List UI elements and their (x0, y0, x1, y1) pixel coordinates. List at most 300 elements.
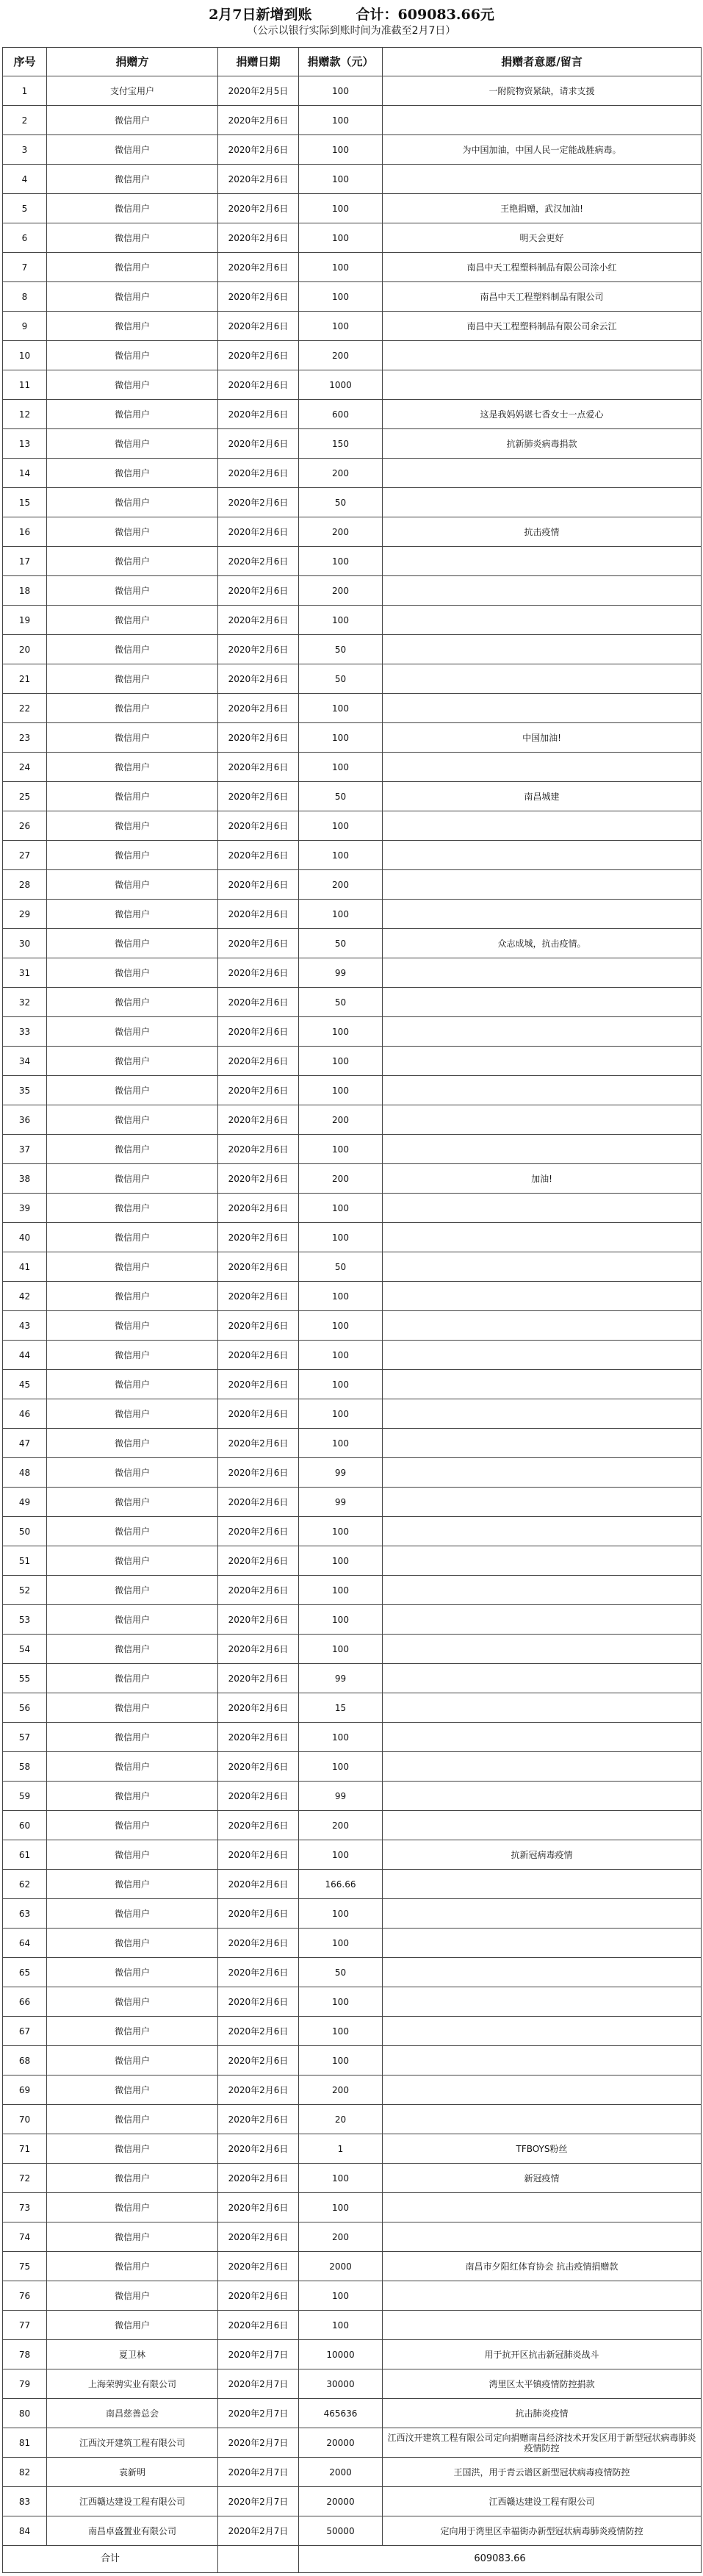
table-row (3, 2487, 702, 2516)
donation-date: 2020年2月6日 (218, 1164, 299, 1194)
row-index: 7 (3, 253, 47, 282)
donor-message (383, 1782, 702, 1811)
row-index: 72 (3, 2164, 47, 2193)
row-index: 67 (3, 2017, 47, 2046)
donor-name: 微信用户 (47, 2046, 218, 2075)
donation-date: 2020年2月6日 (218, 1840, 299, 1870)
donation-date: 2020年2月6日 (218, 1693, 299, 1723)
donor-message: TFBOYS粉丝 (383, 2134, 702, 2164)
donor-name: 微信用户 (47, 517, 218, 547)
column-header-donor: 捐赠方 (47, 48, 218, 76)
table-row (3, 459, 702, 488)
row-index: 32 (3, 988, 47, 1017)
donor-message (383, 1282, 702, 1311)
donation-amount: 100 (299, 1135, 383, 1164)
row-index: 61 (3, 1840, 47, 1870)
donor-message (383, 2311, 702, 2340)
donation-amount: 200 (299, 870, 383, 900)
donor-name: 微信用户 (47, 606, 218, 635)
donor-message (383, 694, 702, 723)
donation-date: 2020年2月6日 (218, 576, 299, 606)
row-index: 43 (3, 1311, 47, 1341)
table-row (3, 1899, 702, 1929)
donation-amount: 200 (299, 1105, 383, 1135)
donor-message: 湾里区太平镇疫情防控捐款 (383, 2369, 702, 2399)
row-index: 27 (3, 841, 47, 870)
row-index: 40 (3, 1223, 47, 1252)
header (0, 0, 703, 43)
donation-amount: 100 (299, 1576, 383, 1605)
row-index: 12 (3, 400, 47, 429)
column-header-amount: 捐赠款（元） (299, 48, 383, 76)
table-row (3, 2340, 702, 2369)
donor-name: 微信用户 (47, 1429, 218, 1458)
row-index: 11 (3, 370, 47, 400)
donation-amount: 20000 (299, 2487, 383, 2516)
donation-amount: 100 (299, 1605, 383, 1635)
donor-name: 微信用户 (47, 370, 218, 400)
donor-name: 微信用户 (47, 2164, 218, 2193)
donation-date: 2020年2月7日 (218, 2458, 299, 2487)
donation-amount: 100 (299, 694, 383, 723)
donor-message (383, 1723, 702, 1752)
donation-date: 2020年2月6日 (218, 635, 299, 664)
table-row (3, 547, 702, 576)
donor-name: 江西汶开建筑工程有限公司 (47, 2428, 218, 2458)
table-row (3, 1017, 702, 1047)
donor-message (383, 1929, 702, 1958)
donation-amount: 200 (299, 2222, 383, 2252)
table-row (3, 1047, 702, 1076)
donation-amount: 100 (299, 2046, 383, 2075)
donation-date: 2020年2月6日 (218, 1017, 299, 1047)
donation-amount: 200 (299, 1164, 383, 1194)
donation-amount: 100 (299, 2017, 383, 2046)
donation-amount: 200 (299, 1811, 383, 1840)
column-header-index: 序号 (3, 48, 47, 76)
donation-date: 2020年2月6日 (218, 841, 299, 870)
donation-date: 2020年2月6日 (218, 606, 299, 635)
donation-amount: 100 (299, 1840, 383, 1870)
donation-date: 2020年2月6日 (218, 1282, 299, 1311)
donor-name: 微信用户 (47, 2193, 218, 2222)
table-row (3, 1840, 702, 1870)
donor-name: 微信用户 (47, 135, 218, 165)
donation-date: 2020年2月7日 (218, 2369, 299, 2399)
donor-name: 微信用户 (47, 1135, 218, 1164)
donation-amount: 200 (299, 459, 383, 488)
column-header-date: 捐赠日期 (218, 48, 299, 76)
donor-name: 微信用户 (47, 1929, 218, 1958)
column-header-message: 捐赠者意愿/留言 (383, 48, 702, 76)
donation-amount: 100 (299, 1752, 383, 1782)
donor-name: 微信用户 (47, 870, 218, 900)
table-row (3, 488, 702, 517)
table-row (3, 429, 702, 459)
row-index: 37 (3, 1135, 47, 1164)
row-index: 20 (3, 635, 47, 664)
donor-name: 微信用户 (47, 165, 218, 194)
donor-message: 众志成城，抗击疫情。 (383, 929, 702, 958)
donation-date: 2020年2月6日 (218, 1635, 299, 1664)
table-row (3, 1635, 702, 1664)
donation-amount: 100 (299, 1517, 383, 1546)
donation-date: 2020年2月6日 (218, 2017, 299, 2046)
donor-name: 微信用户 (47, 811, 218, 841)
donation-date: 2020年2月6日 (218, 459, 299, 488)
donor-name: 袁新明 (47, 2458, 218, 2487)
row-index: 15 (3, 488, 47, 517)
donor-message (383, 2017, 702, 2046)
donation-date: 2020年2月6日 (218, 2046, 299, 2075)
total-value: 609083.66 (299, 2546, 702, 2573)
donation-amount: 50000 (299, 2516, 383, 2546)
donation-date: 2020年2月5日 (218, 76, 299, 106)
row-index: 6 (3, 223, 47, 253)
donor-name: 微信用户 (47, 1341, 218, 1370)
donation-date: 2020年2月6日 (218, 370, 299, 400)
donation-table (2, 47, 702, 2573)
row-index: 74 (3, 2222, 47, 2252)
table-row (3, 1135, 702, 1164)
table-row (3, 2017, 702, 2046)
donation-amount: 99 (299, 1458, 383, 1488)
donor-message: 加油! (383, 1164, 702, 1194)
donor-message (383, 1429, 702, 1458)
donation-date: 2020年2月6日 (218, 165, 299, 194)
table-row (3, 1488, 702, 1517)
donation-amount: 100 (299, 841, 383, 870)
row-index: 33 (3, 1017, 47, 1047)
row-index: 68 (3, 2046, 47, 2075)
donation-amount: 99 (299, 1782, 383, 1811)
row-index: 78 (3, 2340, 47, 2369)
row-index: 52 (3, 1576, 47, 1605)
donor-message (383, 1987, 702, 2017)
table-row (3, 106, 702, 135)
donor-message (383, 841, 702, 870)
donation-amount: 50 (299, 988, 383, 1017)
row-index: 80 (3, 2399, 47, 2428)
row-index: 22 (3, 694, 47, 723)
donation-amount: 50 (299, 664, 383, 694)
donor-message (383, 2105, 702, 2134)
donation-amount: 50 (299, 635, 383, 664)
donor-message (383, 606, 702, 635)
donation-date: 2020年2月6日 (218, 2311, 299, 2340)
row-index: 66 (3, 1987, 47, 2017)
donor-message (383, 2222, 702, 2252)
donor-name: 微信用户 (47, 2134, 218, 2164)
donor-name: 微信用户 (47, 1811, 218, 1840)
donation-amount: 100 (299, 811, 383, 841)
row-index: 44 (3, 1341, 47, 1370)
row-index: 58 (3, 1752, 47, 1782)
donation-date: 2020年2月6日 (218, 2075, 299, 2105)
row-index: 48 (3, 1458, 47, 1488)
donation-date: 2020年2月6日 (218, 282, 299, 312)
donor-name: 微信用户 (47, 1017, 218, 1047)
donation-date: 2020年2月6日 (218, 1135, 299, 1164)
row-index: 26 (3, 811, 47, 841)
donation-amount: 200 (299, 517, 383, 547)
donation-amount: 20 (299, 2105, 383, 2134)
table-row (3, 1811, 702, 1840)
donation-date: 2020年2月6日 (218, 1076, 299, 1105)
donor-name: 微信用户 (47, 488, 218, 517)
donation-amount: 100 (299, 76, 383, 106)
table-row (3, 606, 702, 635)
donor-name: 微信用户 (47, 429, 218, 459)
row-index: 36 (3, 1105, 47, 1135)
donation-amount: 100 (299, 1899, 383, 1929)
donor-message (383, 2281, 702, 2311)
table-row (3, 1105, 702, 1135)
donor-message (383, 1635, 702, 1664)
donor-name: 微信用户 (47, 1105, 218, 1135)
donor-name: 微信用户 (47, 1782, 218, 1811)
donation-date: 2020年2月6日 (218, 1311, 299, 1341)
table-row (3, 312, 702, 341)
row-index: 19 (3, 606, 47, 635)
donation-date: 2020年2月6日 (218, 988, 299, 1017)
donation-date: 2020年2月6日 (218, 929, 299, 958)
table-row (3, 1399, 702, 1429)
table-row (3, 694, 702, 723)
donor-message (383, 2046, 702, 2075)
table-row (3, 1370, 702, 1399)
donor-name: 微信用户 (47, 2222, 218, 2252)
row-index: 46 (3, 1399, 47, 1429)
table-row (3, 1693, 702, 1723)
donor-message (383, 1958, 702, 1987)
donor-name: 微信用户 (47, 1693, 218, 1723)
table-body (3, 76, 702, 2546)
donor-message (383, 1899, 702, 1929)
donation-date: 2020年2月6日 (218, 194, 299, 223)
donation-date: 2020年2月6日 (218, 400, 299, 429)
donor-name: 微信用户 (47, 1047, 218, 1076)
donor-name: 微信用户 (47, 1870, 218, 1899)
donation-date: 2020年2月7日 (218, 2340, 299, 2369)
donor-message (383, 1458, 702, 1488)
row-index: 70 (3, 2105, 47, 2134)
donor-name: 微信用户 (47, 282, 218, 312)
table-row (3, 282, 702, 312)
donation-amount: 150 (299, 429, 383, 459)
donation-amount: 50 (299, 1252, 383, 1282)
donation-amount: 100 (299, 1076, 383, 1105)
table-row (3, 223, 702, 253)
donor-message (383, 1693, 702, 1723)
table-row (3, 135, 702, 165)
donor-message (383, 664, 702, 694)
total-empty-cell (218, 2546, 299, 2573)
table-header-row (3, 48, 702, 76)
donation-date: 2020年2月6日 (218, 958, 299, 988)
donation-amount: 100 (299, 1282, 383, 1311)
donation-date: 2020年2月7日 (218, 2399, 299, 2428)
donor-name: 微信用户 (47, 400, 218, 429)
donation-date: 2020年2月6日 (218, 1664, 299, 1693)
donor-name: 南昌卓盛置业有限公司 (47, 2516, 218, 2546)
donor-message (383, 165, 702, 194)
row-index: 18 (3, 576, 47, 606)
donor-name: 微信用户 (47, 223, 218, 253)
donation-date: 2020年2月6日 (218, 1105, 299, 1135)
row-index: 16 (3, 517, 47, 547)
donor-name: 微信用户 (47, 1252, 218, 1282)
row-index: 64 (3, 1929, 47, 1958)
donation-date: 2020年2月6日 (218, 870, 299, 900)
table-row (3, 811, 702, 841)
donor-name: 微信用户 (47, 723, 218, 753)
table-row (3, 1576, 702, 1605)
donation-amount: 20000 (299, 2428, 383, 2458)
donation-date: 2020年2月6日 (218, 664, 299, 694)
donation-date: 2020年2月6日 (218, 106, 299, 135)
table-row (3, 929, 702, 958)
table-row (3, 165, 702, 194)
row-index: 50 (3, 1517, 47, 1546)
row-index: 56 (3, 1693, 47, 1723)
donor-name: 微信用户 (47, 312, 218, 341)
donor-name: 微信用户 (47, 106, 218, 135)
row-index: 3 (3, 135, 47, 165)
row-index: 53 (3, 1605, 47, 1635)
donor-message (383, 341, 702, 370)
table-row (3, 1429, 702, 1458)
row-index: 8 (3, 282, 47, 312)
table-row (3, 576, 702, 606)
donation-date: 2020年2月6日 (218, 2164, 299, 2193)
donor-message: 南昌中天工程塑料制品有限公司余云江 (383, 312, 702, 341)
table-row (3, 2516, 702, 2546)
donor-name: 微信用户 (47, 988, 218, 1017)
donor-name: 微信用户 (47, 1488, 218, 1517)
donation-amount: 465636 (299, 2399, 383, 2428)
donor-message (383, 2193, 702, 2222)
donor-message (383, 106, 702, 135)
donor-message (383, 576, 702, 606)
table-row (3, 2281, 702, 2311)
donation-date: 2020年2月7日 (218, 2428, 299, 2458)
row-index: 65 (3, 1958, 47, 1987)
donor-name: 微信用户 (47, 635, 218, 664)
donor-message (383, 1576, 702, 1605)
table-row (3, 1194, 702, 1223)
table-row (3, 517, 702, 547)
row-index: 73 (3, 2193, 47, 2222)
row-index: 83 (3, 2487, 47, 2516)
donation-date: 2020年2月6日 (218, 429, 299, 459)
donor-name: 微信用户 (47, 1723, 218, 1752)
donor-message (383, 1517, 702, 1546)
table-row (3, 635, 702, 664)
row-index: 13 (3, 429, 47, 459)
donation-date: 2020年2月6日 (218, 1870, 299, 1899)
donor-message (383, 1105, 702, 1135)
donor-message (383, 958, 702, 988)
table-row (3, 370, 702, 400)
table-row (3, 988, 702, 1017)
donation-amount: 1000 (299, 370, 383, 400)
table-row (3, 1782, 702, 1811)
row-index: 25 (3, 782, 47, 811)
donor-name: 微信用户 (47, 2311, 218, 2340)
donation-date: 2020年2月6日 (218, 2281, 299, 2311)
donor-message (383, 988, 702, 1017)
total-text: 合计：609083.66元 (356, 7, 494, 23)
donor-name: 微信用户 (47, 753, 218, 782)
donation-amount: 100 (299, 723, 383, 753)
donor-message (383, 1811, 702, 1840)
donor-message: 江西赣达建设工程有限公司 (383, 2487, 702, 2516)
donation-date: 2020年2月6日 (218, 1252, 299, 1282)
donation-amount: 200 (299, 341, 383, 370)
row-index: 54 (3, 1635, 47, 1664)
donor-message: 一附院物资紧缺，请求支援 (383, 76, 702, 106)
donation-date: 2020年2月6日 (218, 1370, 299, 1399)
row-index: 59 (3, 1782, 47, 1811)
donation-date: 2020年2月6日 (218, 253, 299, 282)
donor-name: 微信用户 (47, 1635, 218, 1664)
donation-date: 2020年2月6日 (218, 782, 299, 811)
donor-message (383, 1399, 702, 1429)
table-row (3, 1870, 702, 1899)
table-row (3, 194, 702, 223)
row-index: 69 (3, 2075, 47, 2105)
donation-amount: 600 (299, 400, 383, 429)
donation-amount: 200 (299, 2075, 383, 2105)
donation-date: 2020年2月6日 (218, 1987, 299, 2017)
donation-amount: 100 (299, 1370, 383, 1399)
donor-name: 微信用户 (47, 1458, 218, 1488)
donation-amount: 100 (299, 135, 383, 165)
donation-amount: 100 (299, 282, 383, 312)
donor-name: 微信用户 (47, 2017, 218, 2046)
donation-date: 2020年2月6日 (218, 1723, 299, 1752)
row-index: 76 (3, 2281, 47, 2311)
donation-date: 2020年2月6日 (218, 1517, 299, 1546)
row-index: 5 (3, 194, 47, 223)
donor-message: 南昌中天工程塑料制品有限公司 (383, 282, 702, 312)
row-index: 28 (3, 870, 47, 900)
table-row (3, 2134, 702, 2164)
donation-amount: 100 (299, 223, 383, 253)
donation-date: 2020年2月6日 (218, 723, 299, 753)
donation-amount: 99 (299, 958, 383, 988)
donation-date: 2020年2月6日 (218, 2193, 299, 2222)
donor-message (383, 1047, 702, 1076)
table-row (3, 1076, 702, 1105)
donation-date: 2020年2月6日 (218, 2134, 299, 2164)
donor-name: 微信用户 (47, 1223, 218, 1252)
donation-amount: 100 (299, 1723, 383, 1752)
donation-amount: 100 (299, 253, 383, 282)
donation-amount: 99 (299, 1488, 383, 1517)
donor-name: 江西赣达建设工程有限公司 (47, 2487, 218, 2516)
donor-name: 微信用户 (47, 1899, 218, 1929)
donation-amount: 100 (299, 2281, 383, 2311)
donation-date: 2020年2月6日 (218, 900, 299, 929)
donor-message (383, 459, 702, 488)
title-text: 2月7日新增到账 (209, 7, 312, 23)
page-subtitle: （公示以银行实际到账时间为准截至2月7日） (247, 25, 456, 37)
donor-message: 这是我妈妈谌七香女士一点爱心 (383, 400, 702, 429)
row-index: 57 (3, 1723, 47, 1752)
donation-date: 2020年2月6日 (218, 2105, 299, 2134)
